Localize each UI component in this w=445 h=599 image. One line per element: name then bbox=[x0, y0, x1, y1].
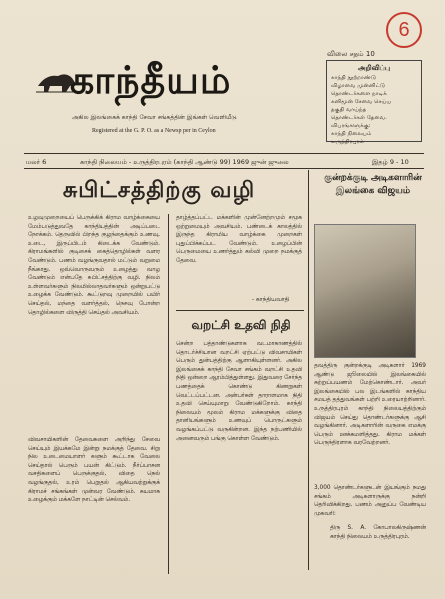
article-column-1-continued: விவசாயிகளின் தேவைகளை அறிந்து சேவை செய்யும் இயக்கமே இன்று நமக்குத் தேவை. சிறு நில உடைமையாளர் களும் கூட்டாக வேலை செய்தால் பெரும் பயன் கிட்டும். நீர்ப்பாசன வசதிகளைப் பெருக்குதல், விதை நெல் வழங்குதல், உரம் பெறுதல் ஆகியவற்றுக்குக் கிராமச் சங்கங்கள் முன்வர வேண்டும். சுயமாக உழைக்கும் மக்களே நாட்டின் செல்வம். bbox=[28, 437, 160, 504]
masthead-tagline: அகில இலங்கைக் காந்தி சேவா சங்கத்தின் இங்கள் வெளியீடு bbox=[72, 114, 237, 121]
issue-divider bbox=[24, 168, 424, 169]
registration-line: Registered at the G. P. O. as a Newsp per in Ceylon bbox=[92, 128, 216, 134]
article-column-2-continued: சென்ற பத்தாண்டுகளாக வடமாகாணத்தில் தொடர்ச்சியான வறட்சி ஏற்பட்டு விவசாயிகள் பெரும் துன்பத்திற்கு ஆளாகியுள்ளனர். அகில இலங்கைக் காந்தி சேவா சங்கம் வறட்சி உதவி நிதி ஒன்றை ஆரம்பித்துள்ளது. இதுவரை சேர்ந்த பணத்தைக் கொண்டு கிணறுகள் வெட்டப்பட்டன. அன்பர்கள் தாராளமாக நிதி உதவி செய்யுமாறு வேண்டுகிறோம். காந்தி நிலையம் மூலம் கிராம மக்களுக்கு விதை தானியங்களும் உணவுப் பொருட்களும் வழங்கப்பட்டு வருகின்றன. இந்த நற்பணியில் அனைவரும் பங்கு கொள்ள வேண்டும். bbox=[176, 341, 302, 442]
notice-line: கனிமூன் சேவை செய்ய bbox=[331, 99, 392, 105]
side-story-body-continued: 3,000 தொண்டர்களுடன் இயங்கும் நமது சங்கம் அடிகளாருக்கு நன்றி தெரிவிக்கிறது. பணம் அனுப்ப வேண்டிய முகவரி: bbox=[314, 485, 426, 517]
side-story-signature: திரு S. A. கோபாலகிருஷ்ணன் காந்தி நிலையம் உருத்திரபுரம். bbox=[330, 525, 426, 540]
notice-line: தொண்டர்களை நாடிக் bbox=[331, 91, 387, 97]
main-headline: சுபிட்சத்திற்கு வழி bbox=[62, 178, 256, 203]
column-divider bbox=[308, 170, 309, 570]
price-label: விலை சதம் 10 bbox=[327, 50, 375, 58]
issue-dateline: காந்தி நிலையம் - உருத்திரபுரம் (காந்தி ஆண்டு 99) 1969 ஜுன் ஜுலை bbox=[80, 158, 289, 166]
notice-title: அறிவிப்பு bbox=[357, 64, 391, 72]
section-rule bbox=[176, 310, 304, 311]
side-story-body: தவத்திரு குன்றக்குடி அடிகளார் 1969 ஆண்டு ஜூலையில் இலங்கையில் சுற்றுப்பயணம் மேற்கொண்டார். அவர் இலங்கையில் பல இடங்களில் காந்திய சமயத் தத்துவங்கள் பற்றி உரையாற்றினார். உருத்திரபுரம் காந்தி நிலையத்திற்கும் விஜயம் செய்து தொண்டர்களுக்கு ஆசி வழங்கினார். அடிகளாரின் வருகை எமக்கு பெரும் ஊக்கமளித்தது. கிராம மக்கள் பெருந்திரளாக வரவேற்றனர். bbox=[314, 363, 426, 447]
notice-line: தகுதி வாய்ந்த bbox=[331, 107, 367, 113]
subsection-heading: வறட்சி உதவி நிதி bbox=[191, 318, 291, 332]
article-column-1: உழவுமுறையைப் பெருக்கிக் கிராம வாழ்க்கையை மேம்படுத்துவதே காந்தியத்தின் அடிப்படை நோக்கம். தெருவில் பிறந்த குழந்தைக்கும் உணவு, உடை, இருப்பிடம் கிடைக்க வேண்டும். கிராமங்களில் குடிசைக் கைத்தொழில்கள் வளர வேண்டும். பணம் வழங்குவதால் மட்டும் வறுமை நீங்காது. ஒவ்வொருவரும் உழைத்து வாழ வேண்டும் என்பதே சுபிட்சத்திற்கு வழி. நிலம் உள்ளவர்களும் நிலமில்லாதவர்களும் ஒன்றுபட்டு உழைக்க வேண்டும். கூட்டுறவு முறையில் பயிர் செய்தல், மந்தை வளர்த்தல், நெசவு போன்ற தொழில்களை விருத்தி செய்தல் அவசியம். bbox=[28, 215, 160, 316]
portrait-photo bbox=[314, 224, 416, 358]
page-number-mark: 6 bbox=[386, 12, 422, 48]
issue-volume: மலர் 6 bbox=[26, 158, 47, 166]
top-divider bbox=[24, 153, 424, 154]
notice-line: விபரங்களுக்கு: bbox=[331, 123, 371, 129]
notice-line: உருத்திரபுரம் bbox=[331, 139, 364, 145]
side-story-title: குன்றக்குடி அடிகளாரின் இலங்கை விஜயம் bbox=[324, 173, 422, 196]
inner-column-divider bbox=[168, 214, 169, 574]
masthead-title: காந்தீயம் bbox=[70, 58, 232, 102]
issue-number: இதழ் 9 - 10 bbox=[372, 158, 409, 166]
notice-line: காந்தி நூற்றாண்டு bbox=[331, 75, 376, 81]
notice-line: காந்தி நிலையம் bbox=[331, 131, 372, 137]
article-column-2: தாழ்த்தப்பட்ட மக்களின் முன்னேற்றமும் சமூக ஒற்றுமையும் அவசியம். பண்டைக் காலத்தில் இருந்த கிராமிய வாழ்க்கை முறைகள் புதுப்பிக்கப்பட வேண்டும். உழைப்பின் பெருமையை உணர்த்தும் கல்வி முறை நமக்குத் தேவை. bbox=[176, 215, 302, 264]
article-signature: - காந்தியவாதி bbox=[252, 297, 290, 303]
notice-line: தொண்டர்கள் தேவை. bbox=[331, 115, 387, 121]
notice-box bbox=[326, 60, 422, 145]
notice-line: விழாவை முன்னிட்டு bbox=[331, 83, 385, 89]
